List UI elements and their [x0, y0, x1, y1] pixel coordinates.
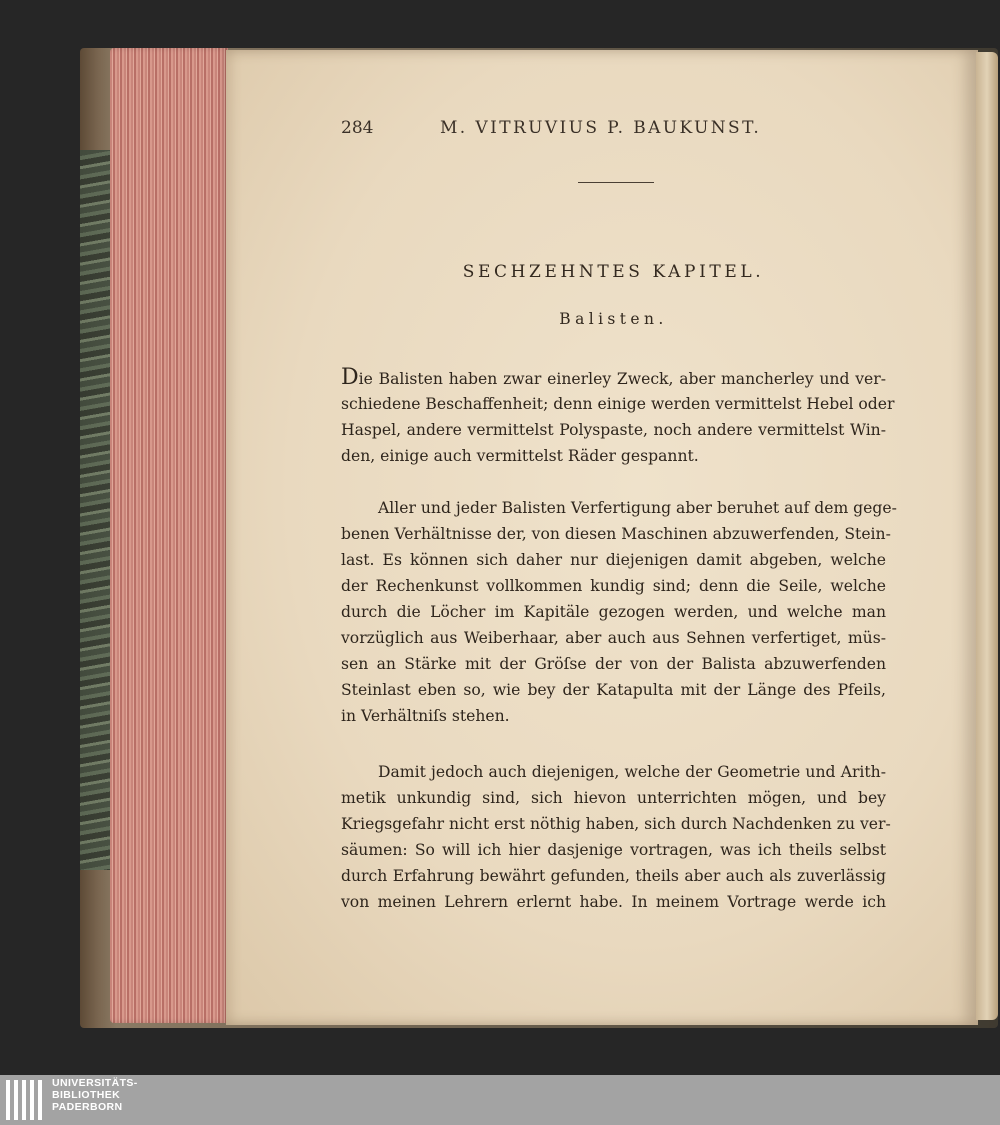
text-line: Aller und jeder Balisten Verfertigung aber beruhet auf dem gege- — [378, 499, 897, 517]
line-text: ie Balisten haben zwar einerley Zweck, aber mancherley und ver- — [358, 370, 886, 388]
page-number: 284 — [341, 118, 374, 138]
library-name-line: PADERBORN — [52, 1101, 123, 1113]
text-line: last. Es können sich daher nur diejenigen damit abgeben, welche — [341, 551, 886, 569]
library-name-line: UNIVERSITÄTS- — [52, 1077, 138, 1089]
text-line: in Verhältniſs stehen. — [341, 707, 510, 725]
page-curl — [976, 52, 998, 1020]
text-line: den, einige auch vermittelst Räder gespannt. — [341, 447, 699, 465]
library-name-line: BIBLIOTHEK — [52, 1089, 121, 1101]
text-line: sen an Stärke mit der Gröſse der von der Balista abzuwerfenden — [341, 655, 886, 673]
running-head: M. VITRUVIUS P. BAUKUNST. — [440, 118, 762, 138]
text-line: schiedene Beschaffenheit; denn einige werden vermittelst Hebel oder — [341, 395, 895, 413]
text-line: Haspel, andere vermittelst Polyspaste, noch andere vermittelst Win- — [341, 421, 886, 439]
chapter-subtitle: Balisten. — [559, 310, 668, 328]
text-line: metik unkundig sind, sich hievon unterrichten mögen, und bey — [341, 789, 886, 807]
drop-cap: D — [341, 365, 359, 390]
paragraph — [341, 495, 897, 729]
text-line — [341, 365, 886, 391]
page-edges — [110, 48, 228, 1023]
text-line: Damit jedoch auch diejenigen, welche der Geometrie und Arith- — [378, 763, 886, 781]
library-name — [52, 1077, 212, 1113]
chapter-title: SECHZEHNTES KAPITEL. — [462, 262, 765, 282]
text-line: Steinlast eben so, wie bey der Katapulta mit der Länge des Pfeils, — [341, 681, 886, 699]
text-line: durch Erfahrung bewährt gefunden, theils aber auch als zuverlässig — [341, 867, 886, 885]
library-logo-icon — [5, 1078, 47, 1122]
text-line: vorzüglich aus Weiberhaar, aber auch aus Sehnen verfertiget, müs- — [341, 629, 886, 647]
paragraph — [341, 759, 891, 915]
marbled-cover-strip — [80, 150, 112, 870]
text-line: durch die Löcher im Kapitäle gezogen werden, und welche man — [341, 603, 886, 621]
header-rule — [578, 182, 654, 183]
text-line: säumen: So will ich hier dasjenige vortragen, was ich theils selbst — [341, 841, 886, 859]
text-line: Kriegsgefahr nicht erst nöthig haben, sich durch Nachdenken zu ver- — [341, 815, 891, 833]
text-line: benen Verhältnisse der, von diesen Maschinen abzuwerfenden, Stein- — [341, 525, 891, 543]
text-line: von meinen Lehrern erlernt habe. In meinem Vortrage werde ich — [341, 893, 886, 911]
paragraph — [341, 365, 895, 469]
text-line: der Rechenkunst vollkommen kundig sind; denn die Seile, welche — [341, 577, 886, 595]
